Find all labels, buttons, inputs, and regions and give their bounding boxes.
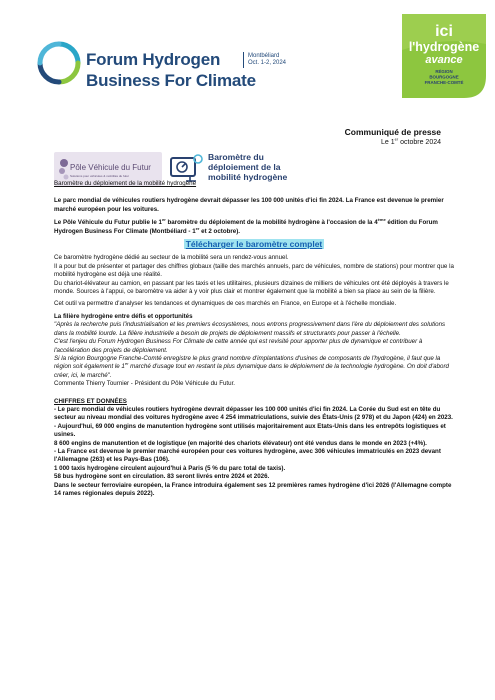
ici-hydrogene-logo [394,6,494,106]
ici-line5: BOURGOGNE [429,74,459,80]
forum-location-date [248,53,286,67]
figure-item-5: 1 000 taxis hydrogène circulent aujourd'hui à Paris (5 % du parc total de taxis). [54,464,286,472]
ici-line1: ici [435,23,453,40]
figure-item-6: 58 bus hydrogène sont en circulation. 83 seront livrés entre 2024 et 2026. [54,473,270,481]
forum-separator [243,52,244,68]
quote-author: Commente Thierry Tournier - Président du Pôle Véhicule du Futur. [54,380,236,388]
subject-line: Baromètre du déploiement de la mobilité hydrogène [54,180,197,187]
quote-paragraph-1: "Après la recherche puis l'industrialisation et les premiers écosystèmes, nous entrons progressivement dans l'ère du déploiement des solutions dans la mobilité lourde. La filière industrielle a besoin de projets de déploiement massifs et structurants pour passer à l'échelle. [54,321,446,337]
barometre-title: Baromètre du déploiement de la mobilité hydrogène [208,152,288,182]
forum-title-line2: Business For Climate [86,71,256,90]
forum-hydrogen-emblem-icon [36,40,82,86]
lead-paragraph-1: Le parc mondial de véhicules routiers hydrogène devrait dépasser les 100 000 unités d'ici fin 2024. La France est devenue le premier marché européen pour les voitures. [54,197,444,213]
figure-item-1: - Le parc mondial de véhicules routiers hydrogène devrait dépasser les 100 000 unités d'ici fin 2024. La Corée du Sud est en tête du secteur au niveau mondial des voitures hydrogène avec 4 254 immatriculations, suivie des États-Unis (2 978) et du Japon (424) en 2023. [54,405,453,422]
ici-line3: avance [425,54,463,66]
ici-line4: RÉGION [435,69,453,74]
figure-item-3: 8 600 engins de manutention et de logistique (en majorité des chariots élévateur) ont été vendus dans le monde en 2023 (+4%). [54,439,427,447]
pole-tagline: Solutions pour véhicules & mobilités du futur [70,174,130,178]
press-release-label: Communiqué de presse [344,127,441,137]
ici-hydrogene-badge-icon [394,6,494,106]
forum-location: Montbéliard [248,53,280,59]
paragraph-deployment: Du chariot-élévateur au camion, en passant par les taxis et les utilitaires, plusieurs dizaines de milliers de véhicules ont été déployés à travers le monde. Sources à l'appui, ce baromètre va aider à y voir plus clair et montrer également que la mobilité a bien sa place au sein de la filière. [54,279,449,296]
paragraph-tool: Cet outil va permettre d'analyser les tendances et dynamiques de ces marchés en France, en Europe et à l'échelle mondiale. [54,300,397,308]
ici-line2: l'hydrogène [408,40,480,54]
section-title-challenges: La filière hydrogène entre défis et opportunités [54,312,193,320]
forum-dates: Oct. 1-2, 2024 [248,60,287,66]
lead-paragraph-2: Le Pôle Véhicule du Futur publie le 1er baromètre du déploiement de la mobilité hydrogène à l'occasion de la 4ème édition du Forum Hydrogen Business For Climate (Montbéliard - 1er et 2 octobre). [54,217,438,235]
download-barometer-link[interactable]: Télécharger le baromètre complet [185,239,323,250]
figure-item-7: Dans le secteur ferroviaire européen, la France introduira également ses 12 premières rames hydrogène d'ici 2026 (l'Allemagne compte 14 rames régionales depuis 2022). [54,481,452,497]
quote-paragraph-3: Si la région Bourgogne Franche-Comté enregistre le plus grand nombre d'implantations d'usines de composants de l'hydrogène, il faut que la région soit également le 1er marché d'usage tout en restant la plus dynamique dans le déploiement de la technologie hydrogène. On doit d'abord créer, ici, le marché". [54,354,449,379]
paragraph-annual: Ce baromètre hydrogène dédié au secteur de la mobilité sera un rendez-vous annuel. [54,254,289,262]
pole-name: Pôle Véhicule du Futur [70,163,151,172]
quote-paragraph-2: C'est l'enjeu du Forum Hydrogen Business For Climate de cette année qui est revisité pour apporter plus de dynamique et contribuer à l'accélération des projets de déploiement. [54,338,423,354]
paragraph-purpose: Il a pour but de présenter et partager des chiffres globaux (taille des marchés annuels, parc de véhicules, nombre de stations) pour montrer que la mobilité hydrogène est déjà une réalité. [54,262,454,279]
forum-title-line1: Forum Hydrogen [86,50,221,69]
document-body [54,180,454,498]
ici-line6: FRANCHE-COMTÉ [424,80,464,85]
forum-hydrogen-logo [36,40,287,100]
figure-item-2: - Aujourd'hui, 69 000 engins de manutention hydrogène sont utilisés majoritairement aux Etats-Unis dans les entrepôts logistiques et usines. [54,422,446,439]
release-date: Le 1er octobre 2024 [381,136,441,146]
figure-item-4: - La France est devenue le premier marché européen pour ces voitures hydrogène, avec 306 véhicules immatriculés en 2023 devant l'Allemagne (263) et les Pays-Bas (106). [54,447,441,464]
section-title-figures: CHIFFRES ET DONNÉES [54,397,127,405]
